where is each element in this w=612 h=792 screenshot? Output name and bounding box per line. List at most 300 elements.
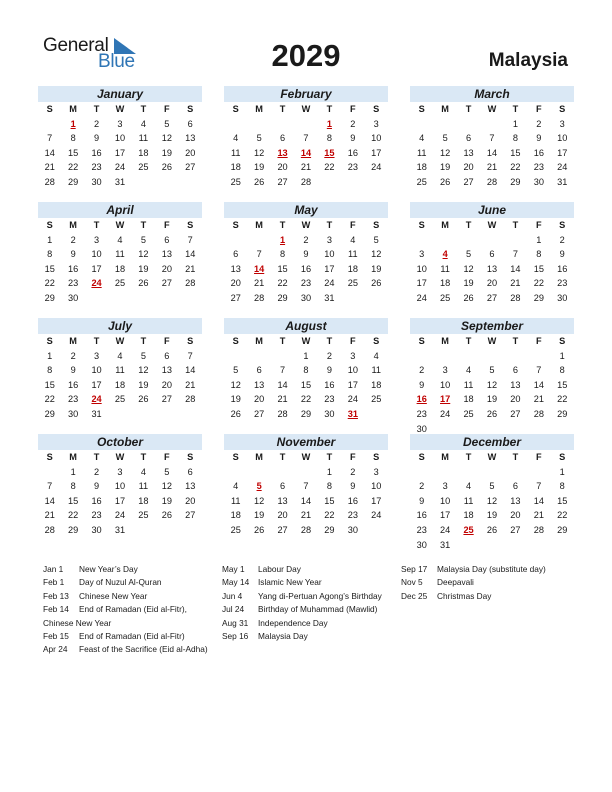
day-cell: 15 xyxy=(557,495,568,506)
day-cell: 22 xyxy=(324,162,335,173)
weekday-label: T xyxy=(326,336,333,346)
holiday-name: Yang di-Pertuan Agong’s Birthday xyxy=(258,590,382,601)
day-cell: 25 xyxy=(440,292,451,303)
day-cell: 2 xyxy=(93,118,100,129)
day-cell: 2 xyxy=(536,118,542,129)
weekday-label: T xyxy=(512,452,519,462)
day-cell: 19 xyxy=(486,510,498,521)
day-cell: 10 xyxy=(557,133,568,144)
day-cell: 31 xyxy=(91,408,102,419)
day-cell: 9 xyxy=(559,249,565,260)
weekday-label: F xyxy=(350,452,356,462)
day-cell: 29 xyxy=(533,292,544,303)
month-name: January xyxy=(38,86,202,102)
day-cell: 29 xyxy=(510,176,521,187)
week-row xyxy=(38,407,202,422)
week-row xyxy=(224,508,388,523)
day-cell: 28 xyxy=(44,524,55,535)
day-cell: 13 xyxy=(463,147,474,158)
logo-word-blue: Blue xyxy=(98,51,135,72)
empty-cell xyxy=(294,465,317,480)
weekday-label: M xyxy=(69,452,77,462)
day-cell: 4 xyxy=(140,118,146,129)
day-cell: 23 xyxy=(91,162,102,173)
day-cell: 23 xyxy=(557,278,568,289)
empty-cell xyxy=(132,291,155,306)
day-cell: 22 xyxy=(557,394,568,405)
day-cell: 9 xyxy=(350,133,356,144)
month-june xyxy=(410,202,574,306)
day-cell: 12 xyxy=(230,379,241,390)
day-cell: 6 xyxy=(164,234,170,245)
day-cell: 19 xyxy=(138,263,149,274)
holiday-date: Feb 15 xyxy=(43,630,69,641)
day-cell: 20 xyxy=(277,162,288,173)
weekday-label: F xyxy=(536,220,542,230)
weekday-label: S xyxy=(559,104,566,114)
empty-cell xyxy=(247,349,270,364)
empty-cell xyxy=(433,349,456,364)
day-cell: 30 xyxy=(300,292,312,303)
week-row xyxy=(38,349,202,364)
holiday-date: Dec 25 xyxy=(401,590,428,601)
month-july xyxy=(38,318,202,422)
day-cell: 1 xyxy=(303,350,309,361)
empty-cell xyxy=(224,349,247,364)
holiday-date: May 14 xyxy=(222,577,250,588)
day-cell: 21 xyxy=(185,379,196,390)
day-cell: 20 xyxy=(185,147,196,158)
empty-cell xyxy=(247,465,270,480)
weekday-label: F xyxy=(350,220,356,230)
day-cell: 22 xyxy=(300,394,312,405)
day-cell: 5 xyxy=(465,249,472,260)
empty-cell xyxy=(433,117,456,132)
weekday-label: T xyxy=(465,336,472,346)
weekday-header-row xyxy=(410,102,574,117)
empty-cell xyxy=(155,291,178,306)
holiday-day-cell: 24 xyxy=(91,278,102,289)
day-cell: 27 xyxy=(486,292,498,303)
day-cell: 20 xyxy=(277,510,288,521)
day-cell: 22 xyxy=(510,162,521,173)
empty-cell xyxy=(224,465,247,480)
empty-cell xyxy=(108,291,131,306)
empty-cell xyxy=(457,117,480,132)
day-cell: 22 xyxy=(68,162,79,173)
weekday-label: W xyxy=(487,452,497,462)
empty-cell xyxy=(132,175,155,190)
week-row xyxy=(224,523,388,538)
day-cell: 30 xyxy=(91,176,102,187)
day-cell: 21 xyxy=(300,162,312,173)
week-row xyxy=(224,247,388,262)
holiday-day-cell: 13 xyxy=(277,147,288,158)
empty-cell xyxy=(247,117,270,132)
day-cell: 2 xyxy=(350,466,356,477)
holiday-entry xyxy=(222,590,382,603)
day-cell: 1 xyxy=(47,350,53,361)
week-row xyxy=(224,392,388,407)
day-cell: 4 xyxy=(373,350,379,361)
month-name: September xyxy=(410,318,574,334)
day-cell: 11 xyxy=(440,263,450,274)
day-cell: 6 xyxy=(512,481,518,492)
day-cell: 28 xyxy=(254,292,265,303)
day-cell: 12 xyxy=(138,365,149,376)
weekday-label: F xyxy=(350,336,356,346)
holiday-entry xyxy=(401,576,546,589)
day-cell: 2 xyxy=(419,481,425,492)
holiday-name: Deepavali xyxy=(437,577,474,588)
day-cell: 19 xyxy=(230,394,241,405)
day-cell: 6 xyxy=(164,350,170,361)
day-cell: 8 xyxy=(70,133,76,144)
week-row xyxy=(410,349,574,364)
month-name: March xyxy=(410,86,574,102)
empty-cell xyxy=(271,117,294,132)
day-cell: 4 xyxy=(465,481,472,492)
day-cell: 17 xyxy=(416,278,427,289)
day-cell: 11 xyxy=(115,249,125,260)
day-cell: 3 xyxy=(117,466,123,477)
weekday-label: W xyxy=(301,104,311,114)
day-cell: 18 xyxy=(463,394,474,405)
day-cell: 9 xyxy=(326,365,332,376)
day-cell: 17 xyxy=(114,495,126,506)
empty-cell xyxy=(527,465,550,480)
day-cell: 25 xyxy=(463,408,474,419)
day-cell: 11 xyxy=(463,379,474,390)
holiday-date: Apr 24 xyxy=(43,644,68,655)
day-cell: 20 xyxy=(161,263,172,274)
empty-cell xyxy=(504,349,527,364)
day-cell: 13 xyxy=(185,133,196,144)
weekday-header-row xyxy=(224,102,388,117)
weekday-label: S xyxy=(46,104,53,114)
weekday-header-row xyxy=(224,218,388,233)
week-row xyxy=(38,291,202,306)
holiday-day-cell: 31 xyxy=(347,408,358,419)
holiday-name: Malaysia Day (substitute day) xyxy=(437,564,546,574)
holiday-name: Christmas Day xyxy=(437,590,492,601)
weekday-label: S xyxy=(187,104,194,114)
day-cell: 6 xyxy=(256,365,262,376)
week-row xyxy=(38,160,202,175)
day-cell: 10 xyxy=(440,495,451,506)
day-cell: 17 xyxy=(91,263,102,274)
day-cell: 6 xyxy=(187,466,193,477)
empty-cell xyxy=(108,407,131,422)
weekday-label: T xyxy=(326,220,333,230)
day-cell: 26 xyxy=(161,162,172,173)
day-cell: 28 xyxy=(300,524,312,535)
holiday-entry xyxy=(43,563,208,576)
day-cell: 7 xyxy=(187,350,193,361)
empty-cell xyxy=(527,538,550,553)
day-cell: 27 xyxy=(277,176,288,187)
empty-cell xyxy=(224,233,247,248)
holiday-day-cell: 5 xyxy=(256,481,262,492)
week-row xyxy=(38,508,202,523)
weekday-label: T xyxy=(465,104,472,114)
week-row xyxy=(224,291,388,306)
empty-cell xyxy=(341,291,364,306)
empty-cell xyxy=(480,538,503,553)
day-cell: 28 xyxy=(300,176,312,187)
day-cell: 15 xyxy=(557,379,568,390)
day-cell: 22 xyxy=(68,510,79,521)
empty-cell xyxy=(85,291,108,306)
day-cell: 25 xyxy=(230,524,241,535)
holiday-entry xyxy=(222,617,382,630)
day-cell: 3 xyxy=(419,249,425,260)
day-cell: 9 xyxy=(419,495,425,506)
month-february xyxy=(224,86,388,190)
day-cell: 16 xyxy=(347,495,358,506)
day-cell: 3 xyxy=(326,234,332,245)
day-cell: 28 xyxy=(185,394,196,405)
holiday-entry xyxy=(43,630,208,643)
day-cell: 26 xyxy=(463,292,474,303)
day-cell: 4 xyxy=(465,365,472,376)
day-cell: 4 xyxy=(117,234,123,245)
day-cell: 7 xyxy=(187,234,193,245)
day-cell: 20 xyxy=(486,278,498,289)
day-cell: 16 xyxy=(91,495,102,506)
week-row xyxy=(410,262,574,277)
day-cell: 11 xyxy=(463,495,474,506)
day-cell: 16 xyxy=(68,379,79,390)
day-cell: 22 xyxy=(44,278,55,289)
holiday-entry xyxy=(401,590,546,603)
day-cell: 29 xyxy=(44,408,55,419)
day-cell: 29 xyxy=(300,408,312,419)
year-title: 2029 xyxy=(271,38,341,73)
month-december xyxy=(410,434,574,552)
day-cell: 29 xyxy=(277,292,288,303)
day-cell: 6 xyxy=(512,365,518,376)
empty-cell xyxy=(341,175,364,190)
weekday-label: T xyxy=(326,104,333,114)
day-cell: 25 xyxy=(230,176,241,187)
week-row xyxy=(410,378,574,393)
day-cell: 12 xyxy=(161,481,172,492)
week-row xyxy=(38,523,202,538)
day-cell: 16 xyxy=(68,263,79,274)
weekday-label: F xyxy=(536,452,542,462)
weekday-label: F xyxy=(536,104,542,114)
holiday-date: Sep 16 xyxy=(222,630,249,641)
weekday-label: T xyxy=(279,220,286,230)
week-row xyxy=(38,262,202,277)
day-cell: 20 xyxy=(463,162,474,173)
day-cell: 18 xyxy=(371,379,382,390)
empty-cell xyxy=(294,117,317,132)
empty-cell xyxy=(480,117,503,132)
day-cell: 11 xyxy=(230,147,241,158)
day-cell: 24 xyxy=(114,162,126,173)
weekday-label: W xyxy=(115,220,125,230)
weekday-header-row xyxy=(38,218,202,233)
day-cell: 18 xyxy=(440,278,451,289)
week-row xyxy=(410,363,574,378)
weekday-label: F xyxy=(164,104,170,114)
holiday-entry xyxy=(222,563,382,576)
day-cell: 23 xyxy=(416,524,427,535)
day-cell: 9 xyxy=(70,365,76,376)
day-cell: 28 xyxy=(533,408,544,419)
day-cell: 24 xyxy=(416,292,427,303)
day-cell: 3 xyxy=(93,350,100,361)
day-cell: 30 xyxy=(416,423,427,434)
day-cell: 10 xyxy=(371,481,382,492)
day-cell: 9 xyxy=(350,481,356,492)
week-row xyxy=(38,131,202,146)
week-row xyxy=(224,407,388,422)
weekday-label: S xyxy=(232,336,239,346)
empty-cell xyxy=(318,175,341,190)
day-cell: 23 xyxy=(91,510,102,521)
day-cell: 3 xyxy=(442,365,448,376)
day-cell: 11 xyxy=(230,495,241,506)
day-cell: 21 xyxy=(44,162,55,173)
day-cell: 23 xyxy=(533,162,544,173)
weekday-label: T xyxy=(140,336,147,346)
holiday-date: Nov 5 xyxy=(401,577,423,588)
empty-cell xyxy=(224,117,247,132)
day-cell: 11 xyxy=(115,365,125,376)
day-cell: 3 xyxy=(373,118,379,129)
empty-cell xyxy=(155,175,178,190)
day-cell: 19 xyxy=(486,394,498,405)
week-row xyxy=(410,538,574,553)
weekday-label: S xyxy=(187,220,194,230)
weekday-label: M xyxy=(69,104,77,114)
weekday-label: S xyxy=(373,104,380,114)
empty-cell xyxy=(271,349,294,364)
day-cell: 12 xyxy=(486,495,498,506)
month-april xyxy=(38,202,202,306)
day-cell: 19 xyxy=(254,162,265,173)
day-cell: 18 xyxy=(230,162,241,173)
day-cell: 6 xyxy=(279,481,286,492)
holiday-day-cell: 17 xyxy=(440,394,451,405)
day-cell: 29 xyxy=(324,524,335,535)
day-cell: 12 xyxy=(254,495,265,506)
day-cell: 11 xyxy=(138,481,149,492)
weekday-label: M xyxy=(441,104,449,114)
holiday-entry xyxy=(43,590,208,603)
weekday-label: F xyxy=(350,104,356,114)
day-cell: 9 xyxy=(93,481,100,492)
day-cell: 31 xyxy=(440,539,451,550)
empty-cell xyxy=(551,538,574,553)
day-cell: 10 xyxy=(440,379,451,390)
day-cell: 12 xyxy=(254,147,265,158)
weekday-header-row xyxy=(224,334,388,349)
day-cell: 9 xyxy=(70,249,76,260)
day-cell: 15 xyxy=(300,379,312,390)
holiday-name: Independence Day xyxy=(258,617,328,628)
week-row xyxy=(410,465,574,480)
day-cell: 12 xyxy=(371,249,382,260)
week-row xyxy=(410,131,574,146)
week-row xyxy=(38,276,202,291)
weekday-label: W xyxy=(115,336,125,346)
weekday-label: T xyxy=(326,452,333,462)
week-row xyxy=(224,146,388,161)
empty-cell xyxy=(433,465,456,480)
day-cell: 27 xyxy=(254,408,265,419)
weekday-label: T xyxy=(93,452,100,462)
day-cell: 26 xyxy=(138,278,149,289)
empty-cell xyxy=(504,465,527,480)
day-cell: 8 xyxy=(303,365,309,376)
weekday-label: W xyxy=(487,220,497,230)
day-cell: 18 xyxy=(230,510,241,521)
day-cell: 23 xyxy=(68,278,79,289)
day-cell: 18 xyxy=(114,263,126,274)
day-cell: 11 xyxy=(371,365,382,376)
week-row xyxy=(38,117,202,132)
day-cell: 11 xyxy=(138,133,149,144)
month-name: May xyxy=(224,202,388,218)
day-cell: 4 xyxy=(233,481,239,492)
day-cell: 23 xyxy=(416,408,427,419)
month-name: August xyxy=(224,318,388,334)
weekday-label: S xyxy=(187,336,194,346)
day-cell: 7 xyxy=(303,133,309,144)
day-cell: 17 xyxy=(114,147,126,158)
day-cell: 11 xyxy=(416,147,427,158)
empty-cell xyxy=(155,523,178,538)
weekday-label: S xyxy=(559,220,566,230)
day-cell: 8 xyxy=(512,133,518,144)
day-cell: 27 xyxy=(161,278,172,289)
day-cell: 24 xyxy=(114,510,126,521)
day-cell: 26 xyxy=(440,176,451,187)
day-cell: 13 xyxy=(230,263,241,274)
weekday-label: S xyxy=(232,104,239,114)
holiday-entry xyxy=(222,576,382,589)
day-cell: 26 xyxy=(254,176,265,187)
day-cell: 28 xyxy=(44,176,55,187)
week-row xyxy=(410,276,574,291)
day-cell: 23 xyxy=(300,278,312,289)
day-cell: 10 xyxy=(114,481,126,492)
holiday-day-cell: 1 xyxy=(326,118,332,129)
day-cell: 19 xyxy=(371,263,382,274)
empty-cell xyxy=(247,233,270,248)
day-cell: 4 xyxy=(140,466,146,477)
day-cell: 15 xyxy=(533,263,544,274)
empty-cell xyxy=(179,175,202,190)
day-cell: 20 xyxy=(510,394,521,405)
day-cell: 21 xyxy=(44,510,55,521)
weekday-header-row xyxy=(410,218,574,233)
holiday-date: Jan 1 xyxy=(43,564,64,574)
week-row xyxy=(38,378,202,393)
day-cell: 23 xyxy=(68,394,79,405)
weekday-label: S xyxy=(373,220,380,230)
day-cell: 28 xyxy=(510,292,521,303)
holiday-list-column-2 xyxy=(222,563,382,643)
week-row xyxy=(38,175,202,190)
day-cell: 22 xyxy=(277,278,288,289)
day-cell: 20 xyxy=(161,379,172,390)
holiday-list-column-1 xyxy=(43,563,208,657)
